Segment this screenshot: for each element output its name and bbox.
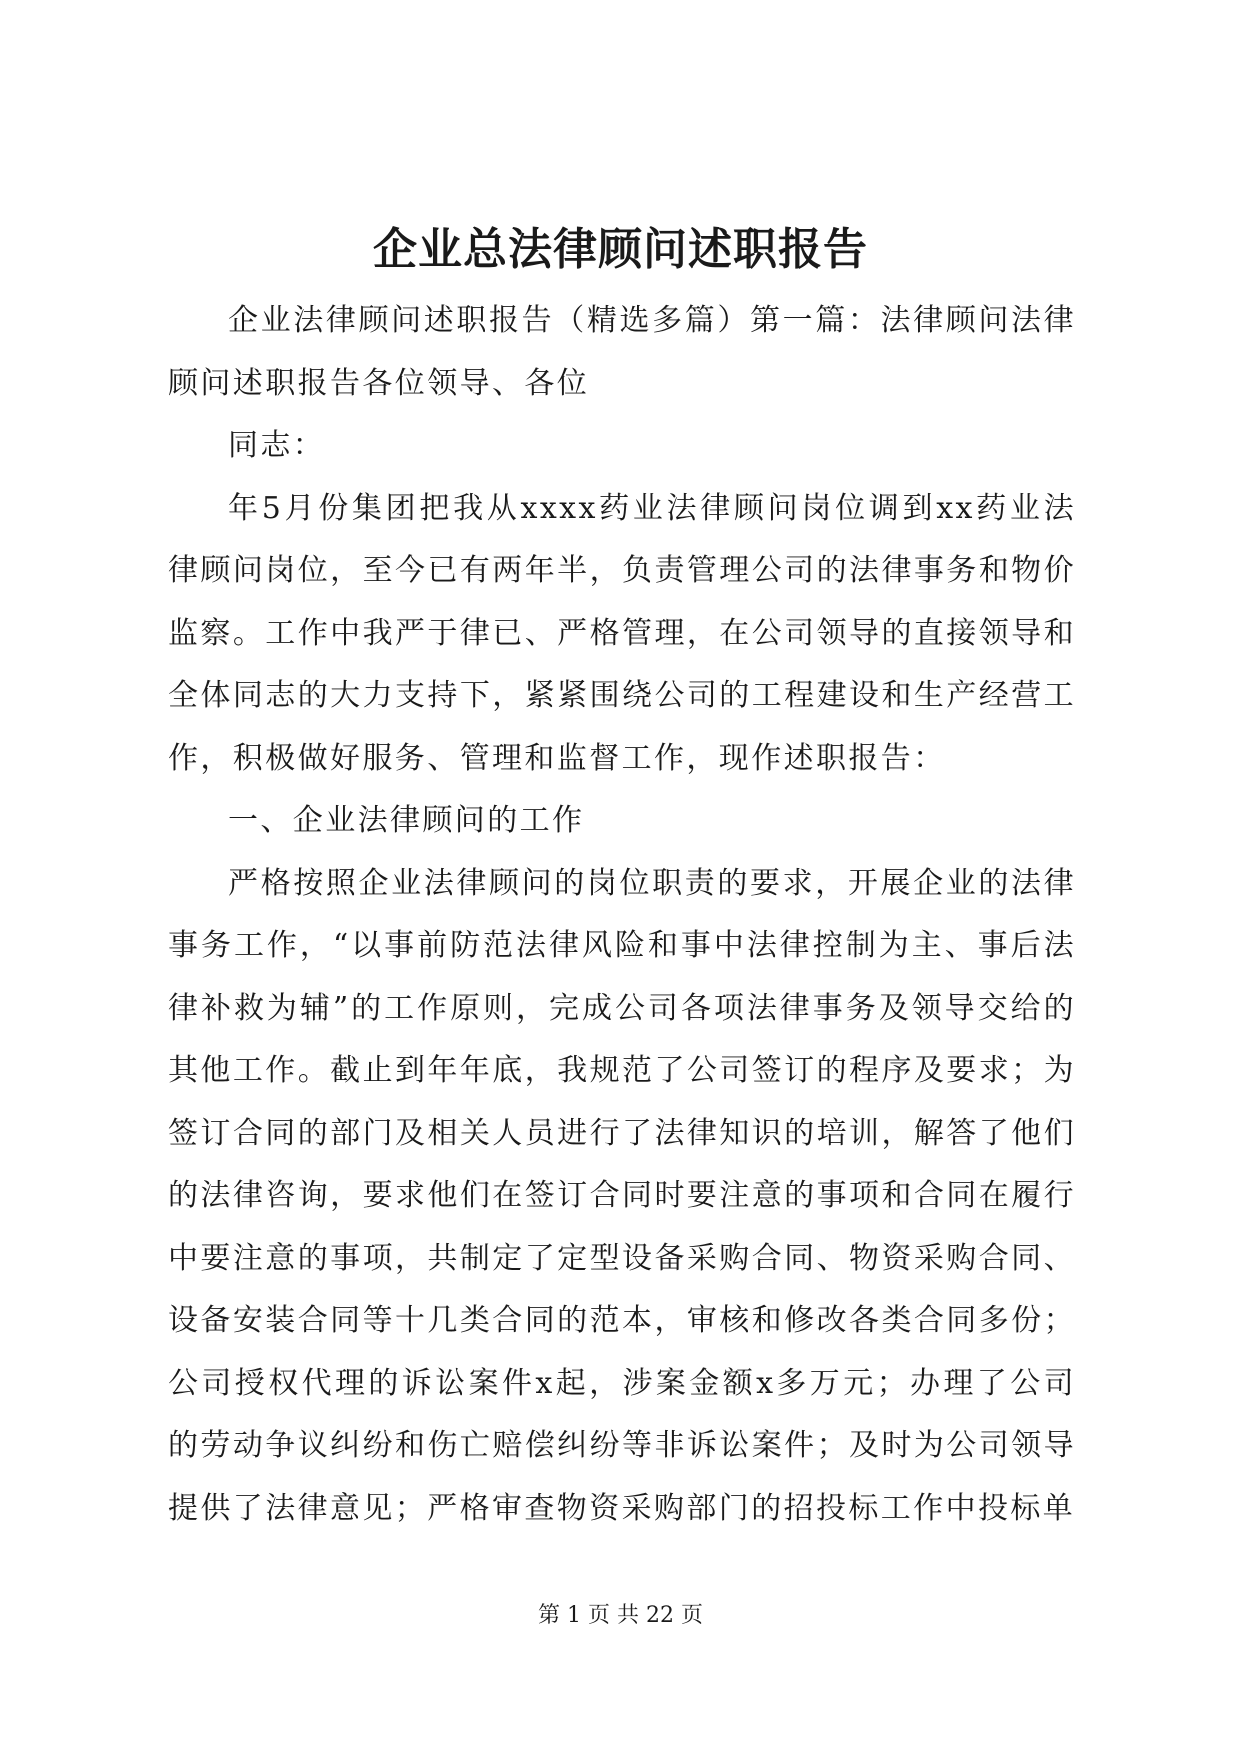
paragraph-section-1: 严格按照企业法律顾问的岗位职责的要求，开展企业的法律事务工作，“以事前防范法律风险和事中法律控制为主、事后法律补救为辅”的工作原则，完成公司各项法律事务及领导交给的其他工作。截止到年年底，我规范了公司签订的程序及要求；为签订合同的部门及相关人员进行了法律知识的培训，解答了他们的法律咨询，要求他们在签订合同时要注意的事项和合同在履行中要注意的事项，共制定了定型设备采购合同、物资采购合同、设备安装合同等十几类合同的范本，审核和修改各类合同多份；公司授权代理的诉讼案件x起，涉案金额x多万元；办理了公司的劳动争议纠纷和伤亡赔偿纠纷等非诉讼案件；及时为公司领导提供了法律意见；严格审查物资采购部门的招投标工作中投标单 [168, 865, 1076, 1526]
document-body [168, 290, 1076, 1540]
section-heading-1: 一、企业法律顾问的工作 [228, 803, 585, 838]
page-number: 第 1 页 共 22 页 [538, 1603, 703, 1628]
paragraph-salutation: 同志： [228, 428, 326, 463]
paragraph-intro: 企业法律顾问述职报告（精选多篇）第一篇：法律顾问法律顾问述职报告各位领导、各位 [168, 303, 1076, 401]
document-title: 企业总法律顾问述职报告 [373, 224, 868, 275]
paragraph-overview: 年5月份集团把我从xxxx药业法律顾问岗位调到xx药业法律顾问岗位，至今已有两年半，负责管理公司的法律事务和物价监察。工作中我严于律已、严格管理，在公司领导的直接领导和全体同志的大力支持下，紧紧围绕公司的工程建设和生产经营工作，积极做好服务、管理和监督工作，现作述职报告： [168, 490, 1076, 776]
